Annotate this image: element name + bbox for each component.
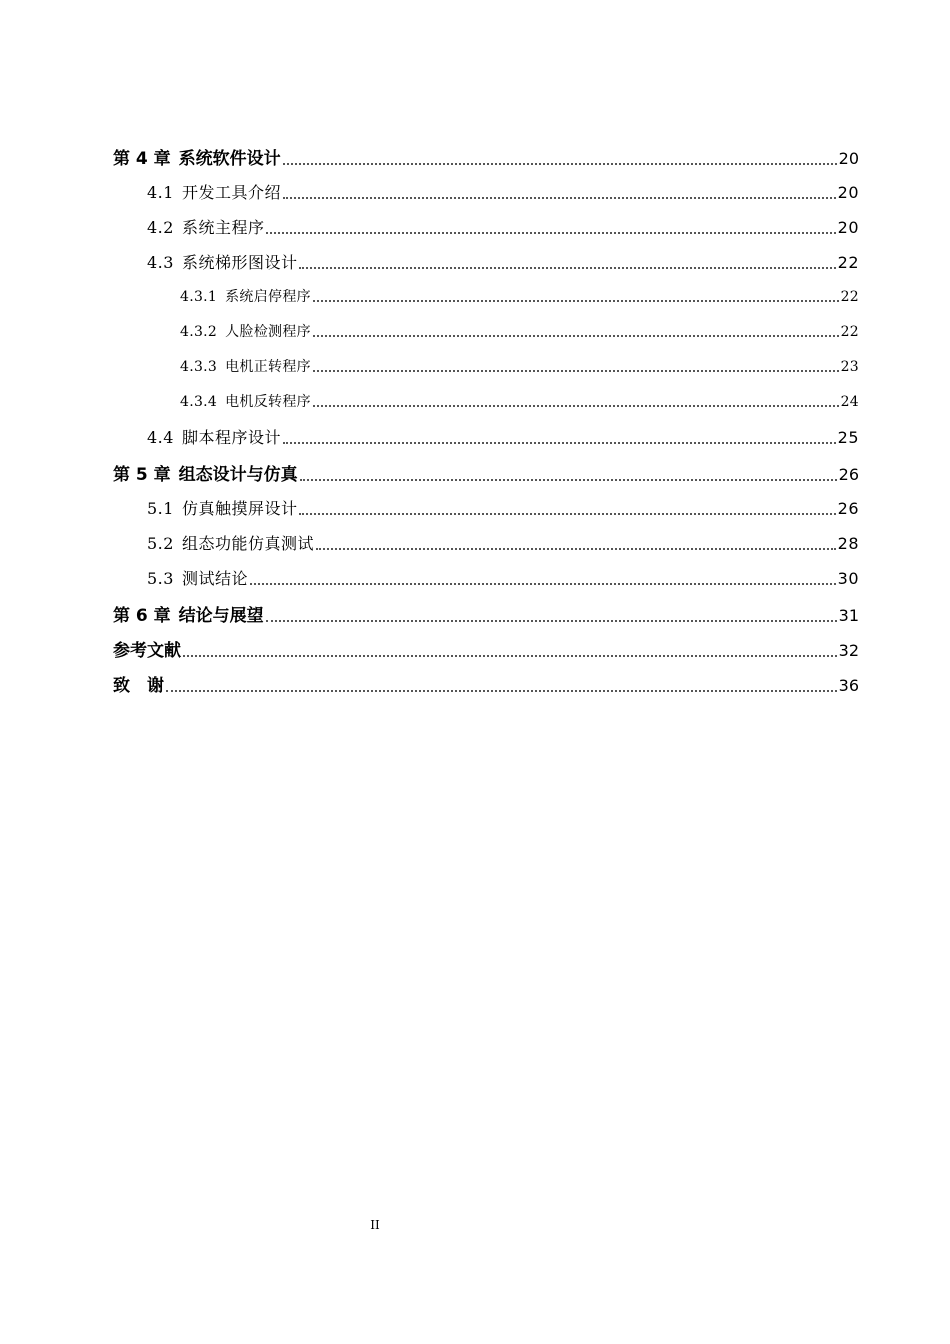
dot-leader xyxy=(313,369,839,372)
toc-entry-5-2[interactable] xyxy=(147,531,859,554)
toc-entry-label: 4.4 脚本程序设计 xyxy=(147,428,281,447)
toc-entry-label: 4.3.3 电机正转程序 xyxy=(180,359,311,375)
dot-leader xyxy=(313,404,839,407)
toc-entry-acknowledgements[interactable] xyxy=(113,671,859,696)
toc-entry-chapter-4[interactable] xyxy=(113,144,859,169)
toc-entry-label: 第 6 章 结论与展望 xyxy=(113,606,264,626)
dot-leader xyxy=(283,196,836,199)
dot-leader xyxy=(283,162,837,165)
toc-page-number: 20 xyxy=(837,183,859,202)
dot-leader xyxy=(299,266,835,269)
toc-entry-references[interactable] xyxy=(113,636,859,661)
toc-page-number: 22 xyxy=(840,289,859,305)
toc-page-number: 22 xyxy=(837,253,859,272)
toc-entry-4-4[interactable] xyxy=(147,425,859,448)
toc-page-number: 28 xyxy=(837,534,859,553)
dot-leader xyxy=(266,619,837,622)
toc-page-number: 26 xyxy=(837,499,859,518)
toc-page-number: 31 xyxy=(838,606,859,625)
dot-leader xyxy=(266,231,835,234)
toc-page-number: 20 xyxy=(837,218,859,237)
toc-entry-chapter-6[interactable] xyxy=(113,601,859,626)
dot-leader xyxy=(313,299,839,302)
toc-page-number: 32 xyxy=(838,641,859,660)
toc-entry-label: 参考文献 xyxy=(113,641,181,661)
toc-page-number: 36 xyxy=(838,676,859,695)
toc-entry-5-1[interactable] xyxy=(147,496,859,519)
toc-page-number: 26 xyxy=(838,465,859,484)
toc-entry-chapter-5[interactable] xyxy=(113,460,859,485)
toc-entry-4-3[interactable] xyxy=(147,250,859,273)
toc-entry-4-2[interactable] xyxy=(147,215,859,238)
toc-page-number: 20 xyxy=(838,149,859,168)
dot-leader xyxy=(166,689,837,692)
toc-page-number: 25 xyxy=(837,428,859,447)
toc-entry-label: 致 谢 xyxy=(113,676,164,696)
toc-entry-4-3-1[interactable] xyxy=(180,286,859,306)
toc-page-number: 30 xyxy=(837,569,859,588)
toc-entry-4-3-2[interactable] xyxy=(180,321,859,341)
dot-leader xyxy=(283,441,836,444)
toc-entry-label: 4.3.2 人脸检测程序 xyxy=(180,324,311,340)
dot-leader xyxy=(316,547,836,550)
toc-entry-label: 4.2 系统主程序 xyxy=(147,218,265,237)
toc-entry-5-3[interactable] xyxy=(147,566,859,589)
toc-entry-4-3-4[interactable] xyxy=(180,391,859,411)
page-footer-number: II xyxy=(370,1218,380,1232)
dot-leader xyxy=(299,512,835,515)
toc-entry-label: 第 5 章 组态设计与仿真 xyxy=(113,465,298,485)
dot-leader xyxy=(300,478,837,481)
toc-page-number: 23 xyxy=(840,359,859,375)
toc-entry-label: 5.2 组态功能仿真测试 xyxy=(147,534,314,553)
toc-page-number: 24 xyxy=(840,394,859,410)
toc-page-number: 22 xyxy=(840,324,859,340)
toc-entry-label: 4.3.4 电机反转程序 xyxy=(180,394,311,410)
toc-entry-4-3-3[interactable] xyxy=(180,356,859,376)
dot-leader xyxy=(250,582,836,585)
toc-entry-label: 5.1 仿真触摸屏设计 xyxy=(147,499,298,518)
toc-entry-label: 5.3 测试结论 xyxy=(147,569,248,588)
dot-leader xyxy=(313,334,839,337)
toc-entry-label: 4.1 开发工具介绍 xyxy=(147,183,281,202)
toc-entry-4-1[interactable] xyxy=(147,180,859,203)
toc-entry-label: 第 4 章 系统软件设计 xyxy=(113,149,281,169)
toc-entry-label: 4.3 系统梯形图设计 xyxy=(147,253,298,272)
dot-leader xyxy=(183,654,837,657)
toc-entry-label: 4.3.1 系统启停程序 xyxy=(180,289,311,305)
